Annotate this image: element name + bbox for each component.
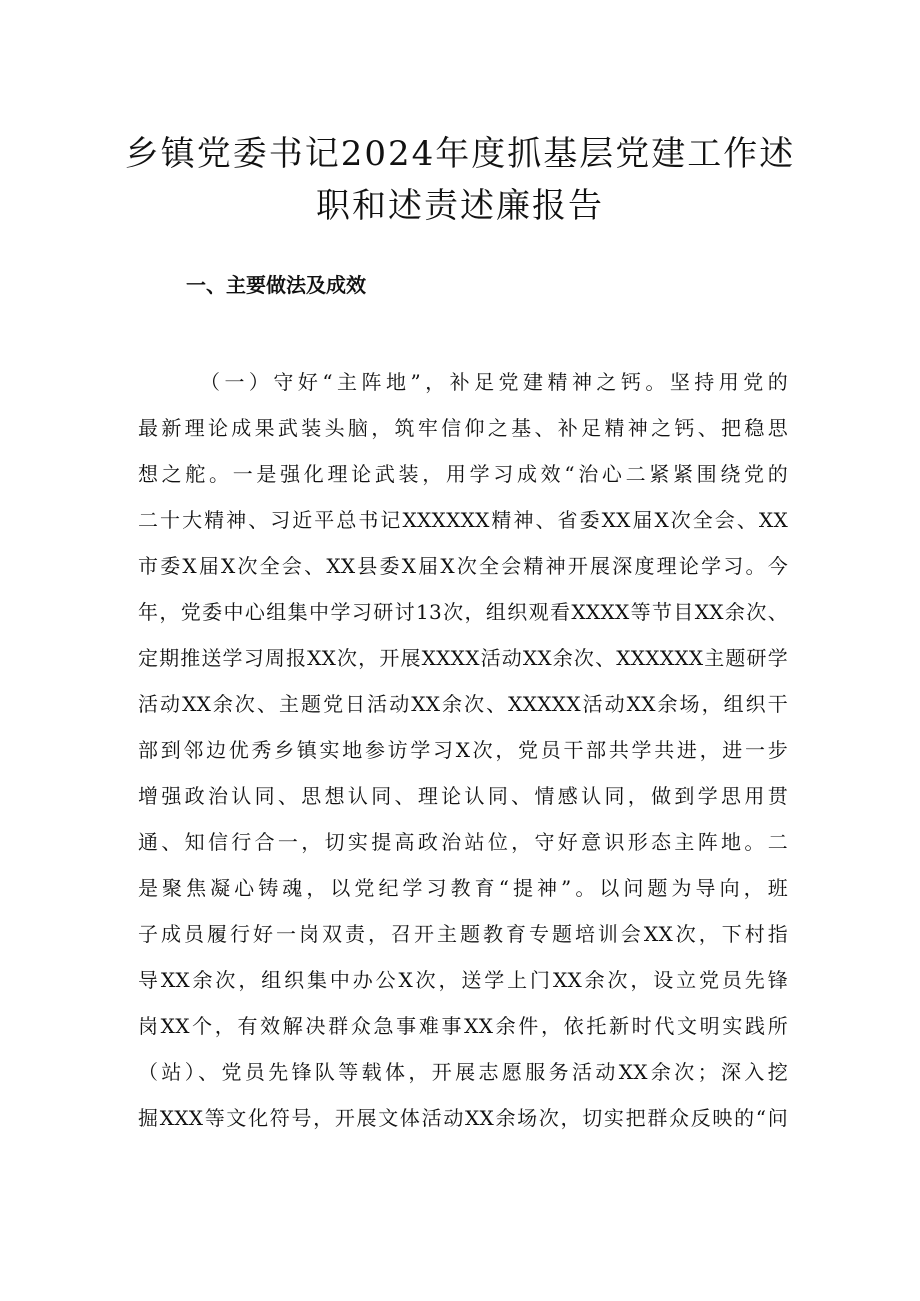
paragraph-line: 想之舵。一是强化理论武装，用学习成效“治心二紧紧围绕党的	[138, 462, 788, 486]
paragraph-line: 子成员履行好一岗双责，召开主题教育专题培训会XX次，下村指	[138, 922, 788, 946]
paragraph-line: （一）守好“主阵地”，补足党建精神之钙。坚持用党的	[200, 370, 788, 394]
paragraph-line: 二十大精神、习近平总书记XXXXXX精神、省委XX届X次全会、XX	[138, 508, 788, 532]
body-paragraph	[138, 359, 788, 1141]
document-title-line-2: 职和述责述廉报告	[316, 186, 604, 226]
paragraph-line: 市委X届X次全会、XX县委X届X次全会精神开展深度理论学习。今	[138, 554, 788, 578]
paragraph-line: 是聚焦凝心铸魂，以党纪学习教育“提神”。以问题为导向，班	[138, 876, 788, 900]
paragraph-line: 定期推送学习周报XX次，开展XXXX活动XX余次、XXXXXX主题研学	[138, 646, 788, 670]
paragraph-line: 年，党委中心组集中学习研讨13次，组织观看XXXX等节目XX余次、	[138, 600, 788, 624]
section-heading: 一、主要做法及成效	[186, 273, 366, 297]
document-title-line-1: 乡镇党委书记2024年度抓基层党建工作述	[124, 134, 796, 174]
paragraph-line: 最新理论成果武装头脑，筑牢信仰之基、补足精神之钙、把稳思	[138, 416, 788, 440]
paragraph-line: 掘XXX等文化符号，开展文体活动XX余场次，切实把群众反映的“问	[138, 1106, 788, 1130]
paragraph-line: 岗XX个，有效解决群众急事难事XX余件，依托新时代文明实践所	[138, 1014, 788, 1038]
paragraph-line: 部到邻边优秀乡镇实地参访学习X次，党员干部共学共进，进一步	[138, 738, 788, 762]
paragraph-line: （站）、党员先锋队等载体，开展志愿服务活动XX余次；深入挖	[138, 1060, 788, 1084]
paragraph-line: 导XX余次，组织集中办公X次，送学上门XX余次，设立党员先锋	[138, 968, 788, 992]
paragraph-line: 增强政治认同、思想认同、理论认同、情感认同，做到学思用贯	[138, 784, 788, 808]
paragraph-line: 活动XX余次、主题党日活动XX余次、XXXXX活动XX余场，组织干	[138, 692, 788, 716]
paragraph-line: 通、知信行合一，切实提高政治站位，守好意识形态主阵地。二	[138, 830, 788, 854]
